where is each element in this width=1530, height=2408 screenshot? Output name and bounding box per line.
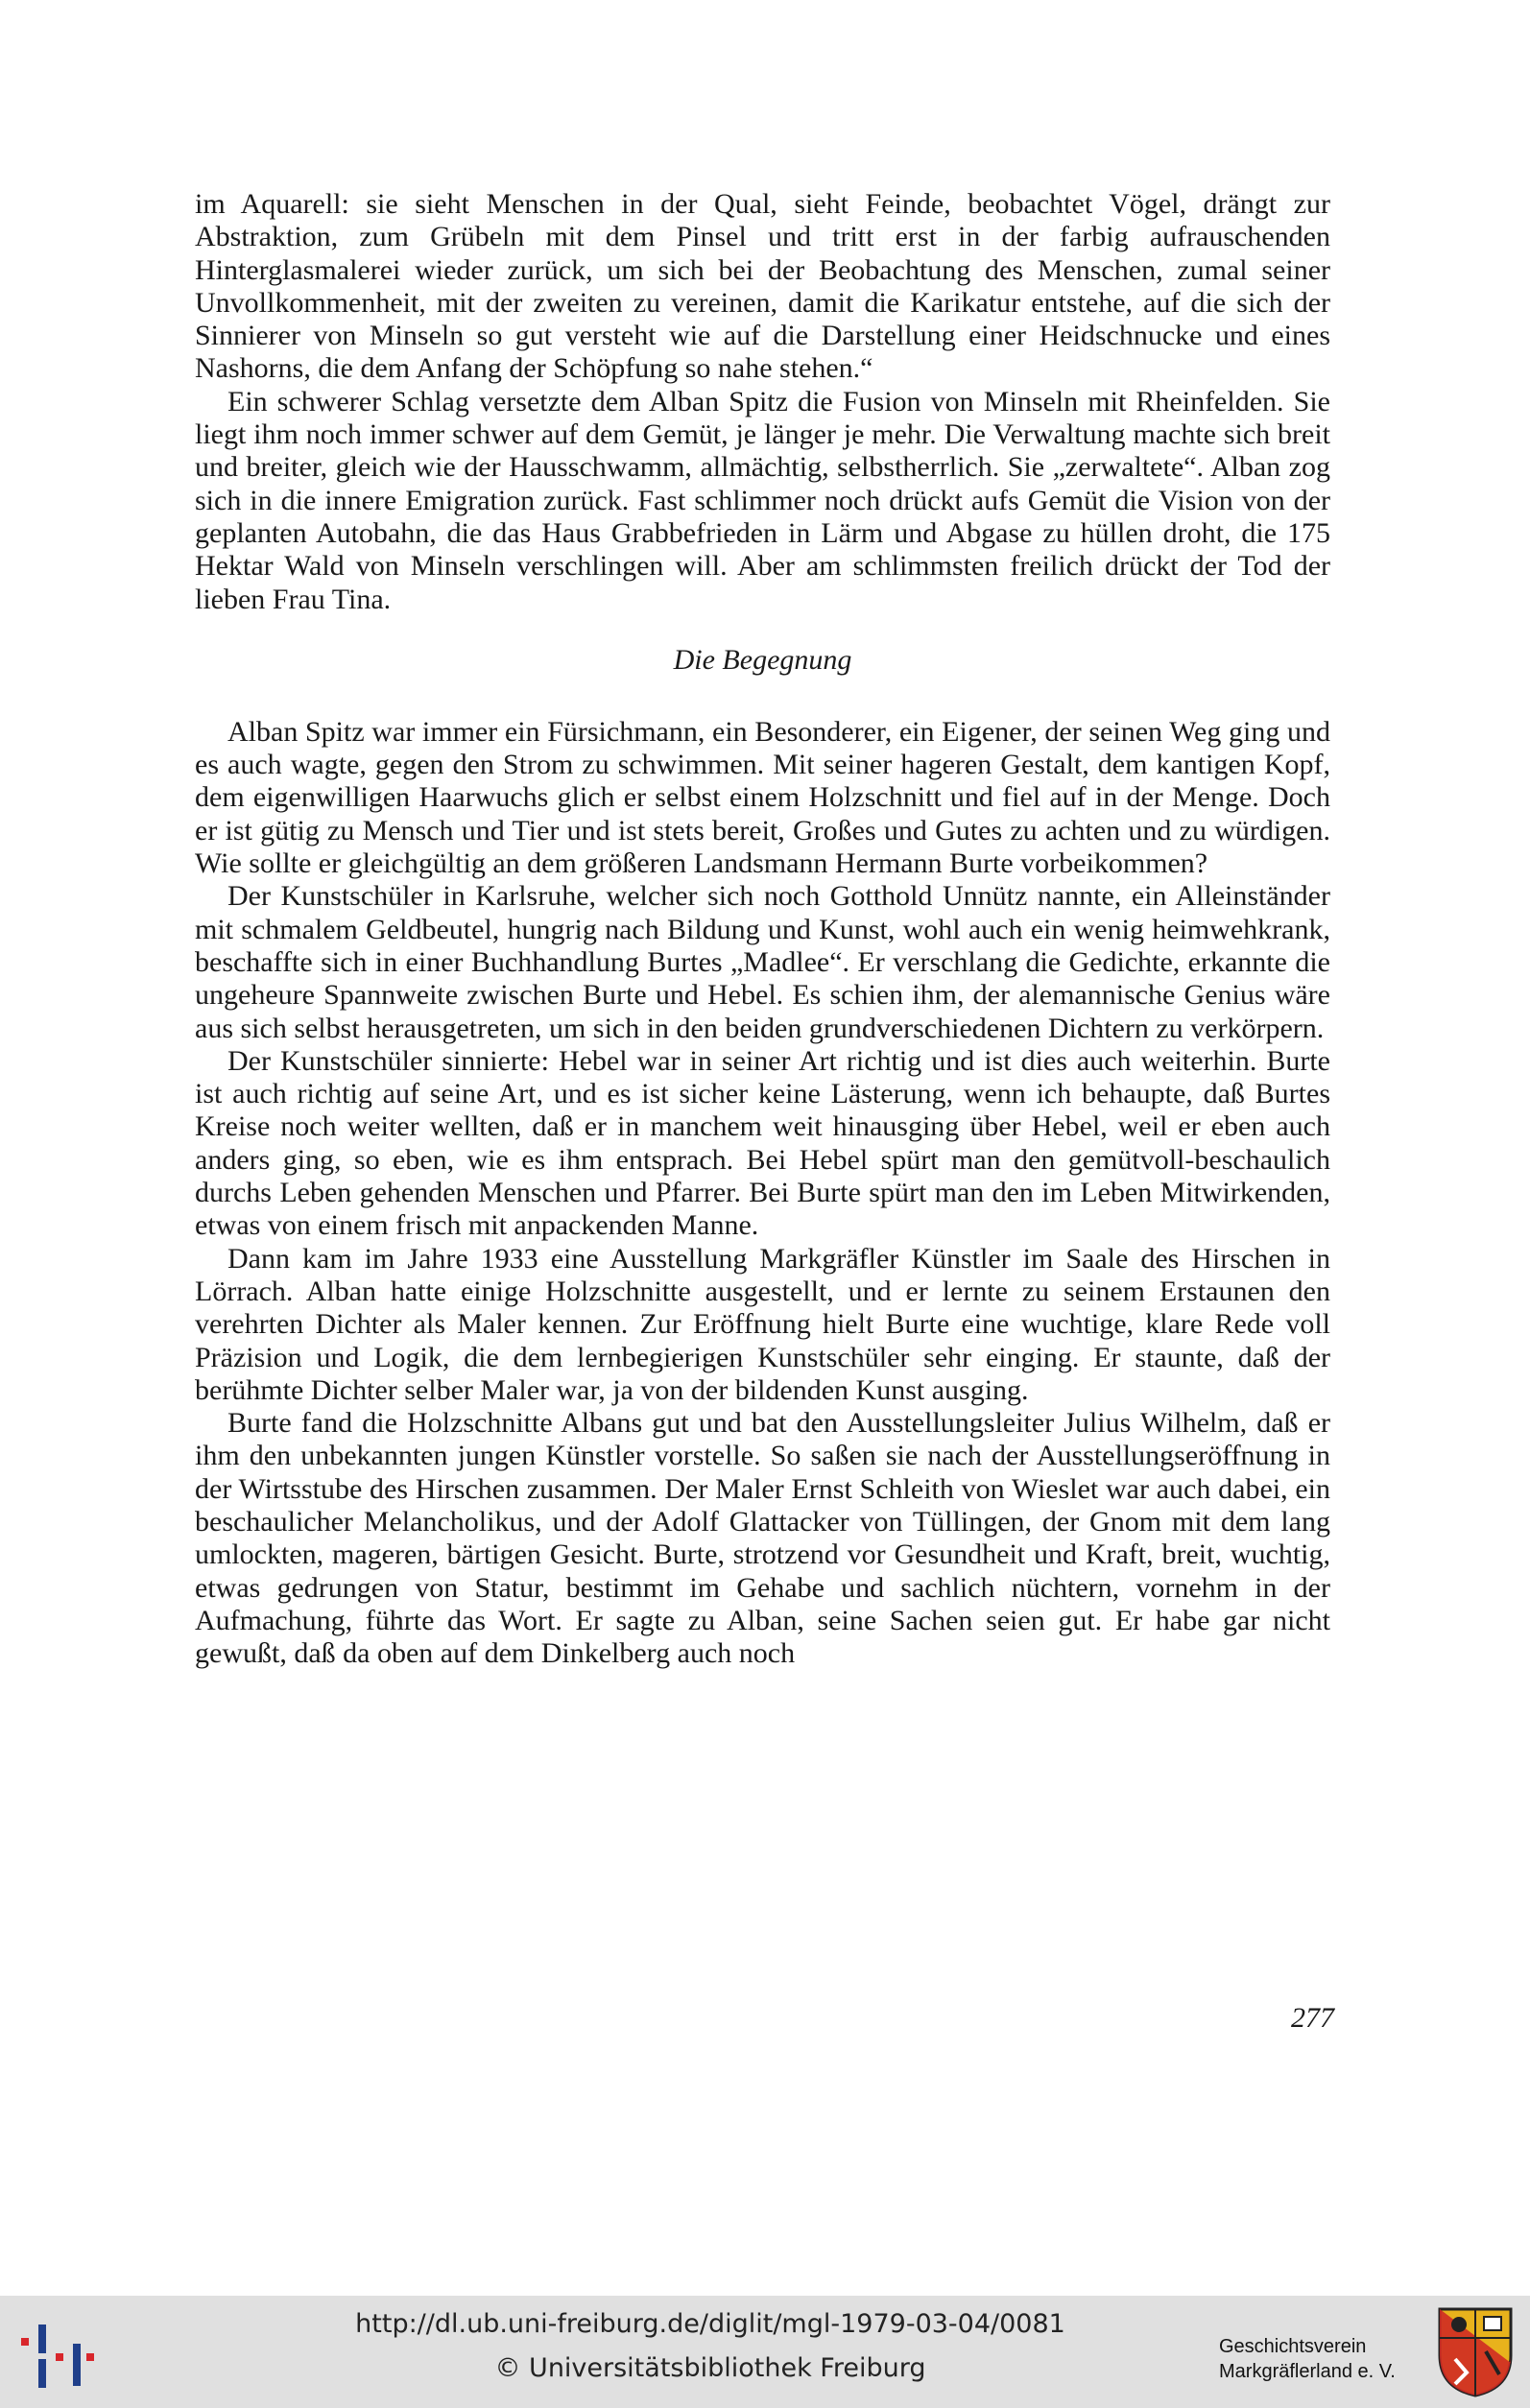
society-line-2: Markgräflerland e. V. <box>1219 2361 1396 2382</box>
paragraph-4: Der Kunstschüler in Karlsruhe, welcher sich noch Gotthold Unnütz nannte, ein Alleinständer mit schmalem Geldbeutel, hungrig nach Bildung und Kunst, wohl auch ein wenig heimwehkrank, beschaffte sich in einer Buchhandlung Burtes „Madlee“. Er verschlang die Gedichte, erkannte die ungeheure Spannweite zwischen Burte und Hebel. Es schien ihm, der alemannische Genius wäre aus sich selbst herausgetreten, um sich in den beiden grundverschiedenen Dichtern zu verkörpern. <box>195 880 1330 1044</box>
text-block <box>195 188 1330 1670</box>
paragraph-5: Der Kunstschüler sinnierte: Hebel war in seiner Art richtig und ist dies auch weiterhin. Burte ist auch richtig auf seine Art, und es ist sicher keine Lästerung, wenn ich behaupte, daß Burtes Kreise noch weiter wellten, daß er in manchem weit hinausging über Hebel, weil er eben auch anders ging, so eben, wie es ihm entsprach. Bei Hebel spürt man den gemütvoll-beschaulich durchs Leben gehenden Menschen und Pfarrer. Bei Burte spürt man den im Leben Mitwirkenden, etwas von einem frisch mit anpackenden Manne. <box>195 1044 1330 1242</box>
paragraph-3: Alban Spitz war immer ein Fürsichmann, ein Besonderer, ein Eigener, der seinen Weg ging und es auch wagte, gegen den Strom zu schwimmen. Mit seiner hageren Gestalt, dem kantigen Kopf, dem eigenwilligen Haarwuchs glich er selbst einem Holzschnitt und fiel auf in der Menge. Doch er ist gütig zu Mensch und Tier und ist stets bereit, Großes und Gutes zu achten und zu würdigen. Wie sollte er gleichgültig an dem größeren Landsmann Hermann Burte vorbeikommen? <box>195 715 1330 880</box>
page-number: 277 <box>1291 2002 1334 2034</box>
coat-of-arms-icon <box>1436 2305 1515 2397</box>
ub-freiburg-logo-icon[interactable] <box>17 2315 96 2392</box>
paragraph-1: im Aquarell: sie sieht Menschen in der Qual, sieht Feinde, beobachtet Vögel, drängt zur Abstraktion, zum Grübeln mit dem Pinsel und tritt erst in der farbig aufrauschenden Hinterglasmalerei wieder zurück, um sich bei der Beobachtung des Menschen, zumal seiner Unvollkommenheit, mit der zweiten zu vereinen, damit die Karikatur entstehe, auf die sich der Sinnierer von Minseln so gut versteht wie auf die Darstellung einer Heidschnucke und eines Nashorns, die dem Anfang der Schöpfung so nahe stehen.“ <box>195 188 1330 385</box>
section-heading: Die Begegnung <box>673 643 852 676</box>
paragraph-6: Dann kam im Jahre 1933 eine Ausstellung Markgräfler Künstler im Saale des Hirschen in Lörrach. Alban hatte einige Holzschnitte ausgestellt, und er lernte zu seinem Erstaunen den verehrten Dichter als Maler kennen. Zur Eröffnung hielt Burte eine wuchtige, klare Rede voll Präzision und Logik, die dem lernbegierigen Kunstschüler sehr einging. Er staunte, daß der berühmte Dichter selber Maler war, ja von der bildenden Kunst ausging. <box>195 1242 1330 1406</box>
society-line-1: Geschichtsverein <box>1219 2336 1367 2357</box>
footer-society-name <box>1219 2334 1430 2384</box>
footer-bar <box>0 2296 1530 2408</box>
footer-url-link[interactable]: http://dl.ub.uni-freiburg.de/diglit/mgl-1979-03-04/0081 <box>355 2309 1065 2339</box>
paragraph-2: Ein schwerer Schlag versetzte dem Alban Spitz die Fusion von Minseln mit Rheinfelden. Sie liegt ihm noch immer schwer auf dem Gemüt, je länger je mehr. Die Verwaltung machte sich breit und breiter, gleich wie der Hausschwamm, allmächtig, selbstherrlich. Sie „zerwaltete“. Alban zog sich in die innere Emigration zurück. Fast schlimmer noch drückt aufs Gemüt die Vision von der geplanten Autobahn, die das Haus Grabbefrieden in Lärm und Abgase zu hüllen droht, die 175 Hektar Wald von Minseln verschlingen will. Aber am schlimmsten freilich drückt der Tod der lieben Frau Tina. <box>195 385 1330 615</box>
paragraph-7: Burte fand die Holzschnitte Albans gut und bat den Ausstellungsleiter Julius Wilhelm, daß er ihm den unbekannten jungen Künstler vorstelle. So saßen sie nach der Ausstellungseröffnung in der Wirtsstube des Hirschen zusammen. Der Maler Ernst Schleith von Wieslet war auch dabei, ein beschaulicher Melancholikus, und der Adolf Glattacker von Tüllingen, der Gnom mit dem lang umlockten, mageren, bärtigen Gesicht. Burte, strotzend vor Gesundheit und Kraft, breit, wuchtig, etwas gedrungen von Statur, bestimmt im Gehabe und sachlich nüchtern, vornehm in der Aufmachung, führte das Wort. Er sagte zu Alban, seine Sachen seien gut. Er habe gar nicht gewußt, daß da oben auf dem Dinkelberg auch noch <box>195 1407 1330 1670</box>
footer-copyright: © Universitätsbibliothek Freiburg <box>494 2353 926 2383</box>
